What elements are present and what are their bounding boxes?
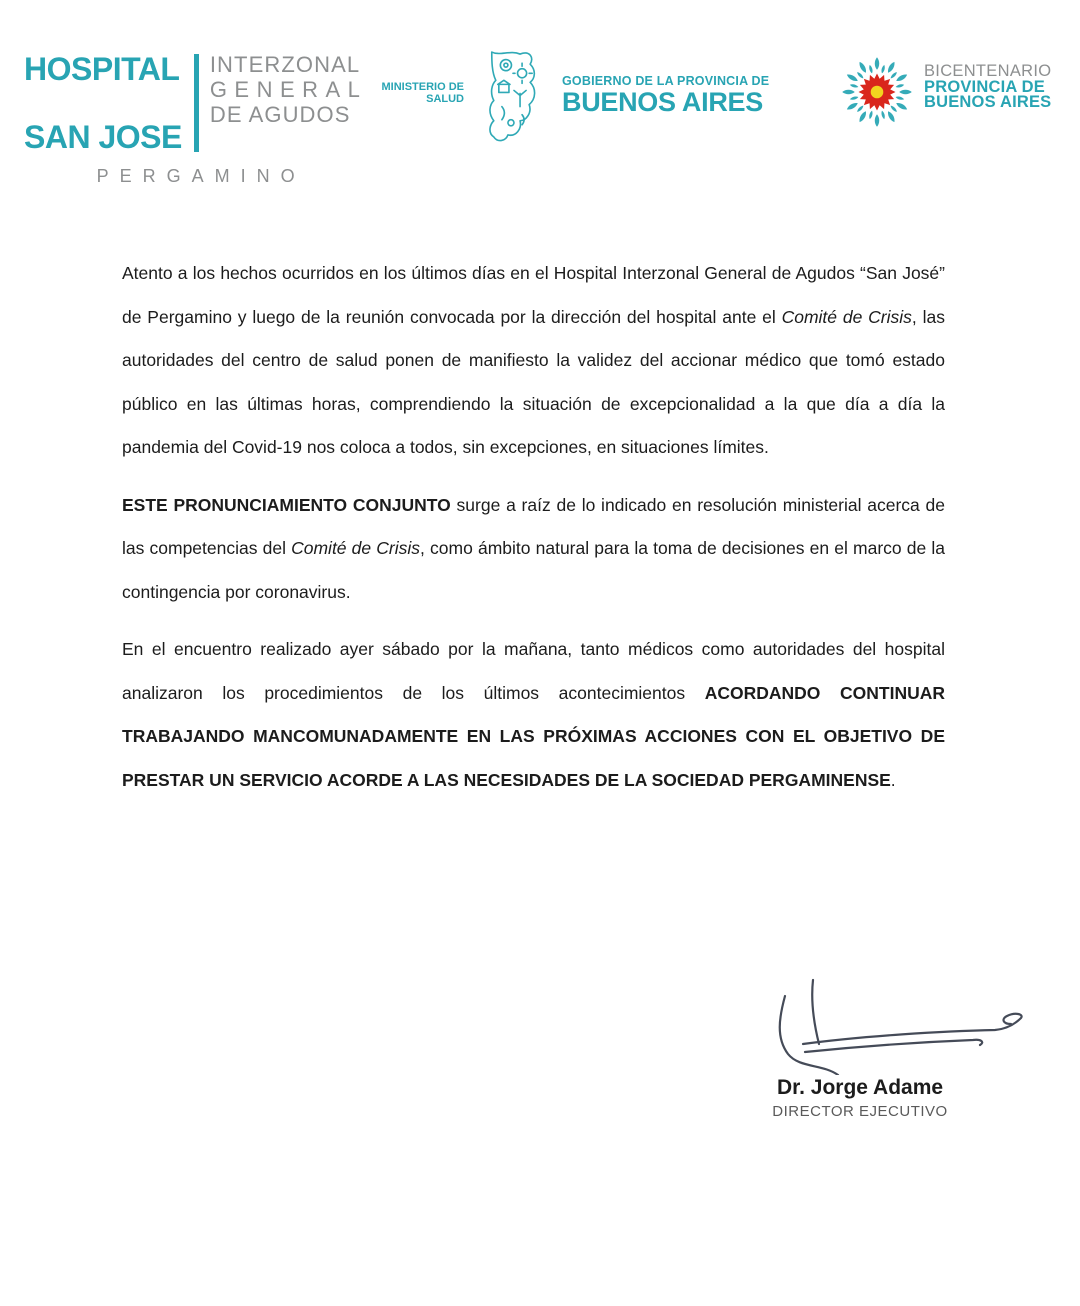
hospital-city-label: PERGAMINO — [96, 166, 306, 186]
hospital-logo-description — [210, 52, 368, 154]
ministry-line2: SALUD — [426, 93, 464, 105]
hospital-desc-line1: INTERZONAL — [209, 52, 361, 77]
paragraph-1 — [122, 252, 945, 470]
hospital-logo-name — [24, 52, 182, 154]
hospital-desc-line2: GENERAL — [209, 77, 368, 102]
bicentenario-line2: PROVINCIA DE — [924, 77, 1045, 96]
bicentenario-sun-emblem-icon — [840, 55, 914, 129]
hospital-desc-line3: DE AGUDOS — [209, 102, 351, 127]
letter-body — [122, 252, 945, 816]
paragraph-3 — [122, 628, 945, 802]
bicentenario-wordmark — [924, 64, 1051, 111]
bicentenario-line1: BICENTENARIO — [924, 62, 1052, 80]
paragraph-2 — [122, 484, 945, 615]
provincial-government-wordmark — [562, 74, 769, 116]
signer-title: DIRECTOR EJECUTIVO — [772, 1103, 948, 1120]
text-segment: , las autoridades del centro de salud ponen de manifiesto la validez del accionar médico que tomó estado público en las últimas horas, comprendiendo la situación de excepcionalidad a la que día a día la pandemia del Covid-19 nos coloca a todos, sin excepciones, en situaciones límites. — [122, 306, 945, 457]
gov-line1: GOBIERNO DE LA PROVINCIA DE — [562, 74, 770, 88]
text-segment: ESTE PRONUNCIAMIENTO CONJUNTO — [122, 494, 451, 515]
handwritten-signature-icon — [743, 972, 1023, 1075]
ministry-of-health-label — [378, 81, 464, 105]
ministry-line1: MINISTERIO DE — [381, 81, 464, 93]
bicentenario-line3: BUENOS AIRES — [924, 93, 1052, 111]
hospital-name-line2: SAN JOSE — [24, 119, 182, 155]
text-segment: , como ámbito natural para la toma de decisiones en el marco de la contingencia por coronavirus. — [122, 538, 945, 602]
gov-line2: BUENOS AIRES — [562, 87, 763, 117]
signer-name: Dr. Jorge Adame — [776, 1076, 944, 1099]
hospital-name-line1: HOSPITAL — [24, 51, 180, 87]
text-segment: ACORDANDO CONTINUAR TRABAJANDO MANCOMUNADAMENTE EN LAS PRÓXIMAS ACCIONES CON EL OBJETIVO DE PRESTAR UN SERVICIO ACORDE A LAS NECESIDADES DE LA SOCIEDAD PERGAMINENSE — [122, 682, 945, 790]
buenos-aires-province-map-icon — [479, 48, 551, 145]
text-segment: Comité de Crisis — [781, 306, 912, 327]
text-segment: surge a raíz de lo indicado en resolución ministerial acerca de las competencias del — [122, 494, 945, 558]
hospital-san-jose-logo — [24, 52, 367, 187]
text-segment: . — [890, 769, 896, 790]
text-segment: En el encuentro realizado ayer sábado por la mañana, tanto médicos como autoridades del hospital analizaron los procedimientos de los últimos acontecimientos — [122, 639, 945, 703]
text-segment: Comité de Crisis — [291, 538, 421, 558]
text-segment: Atento a los hechos ocurridos en los últimos días en el Hospital Interzonal General de Agudos “San José” de Pergamino y luego de la reunión convocada por la dirección del hospital ante el — [122, 263, 945, 327]
logo-divider-bar — [194, 54, 199, 152]
signature-block — [715, 972, 1005, 1123]
